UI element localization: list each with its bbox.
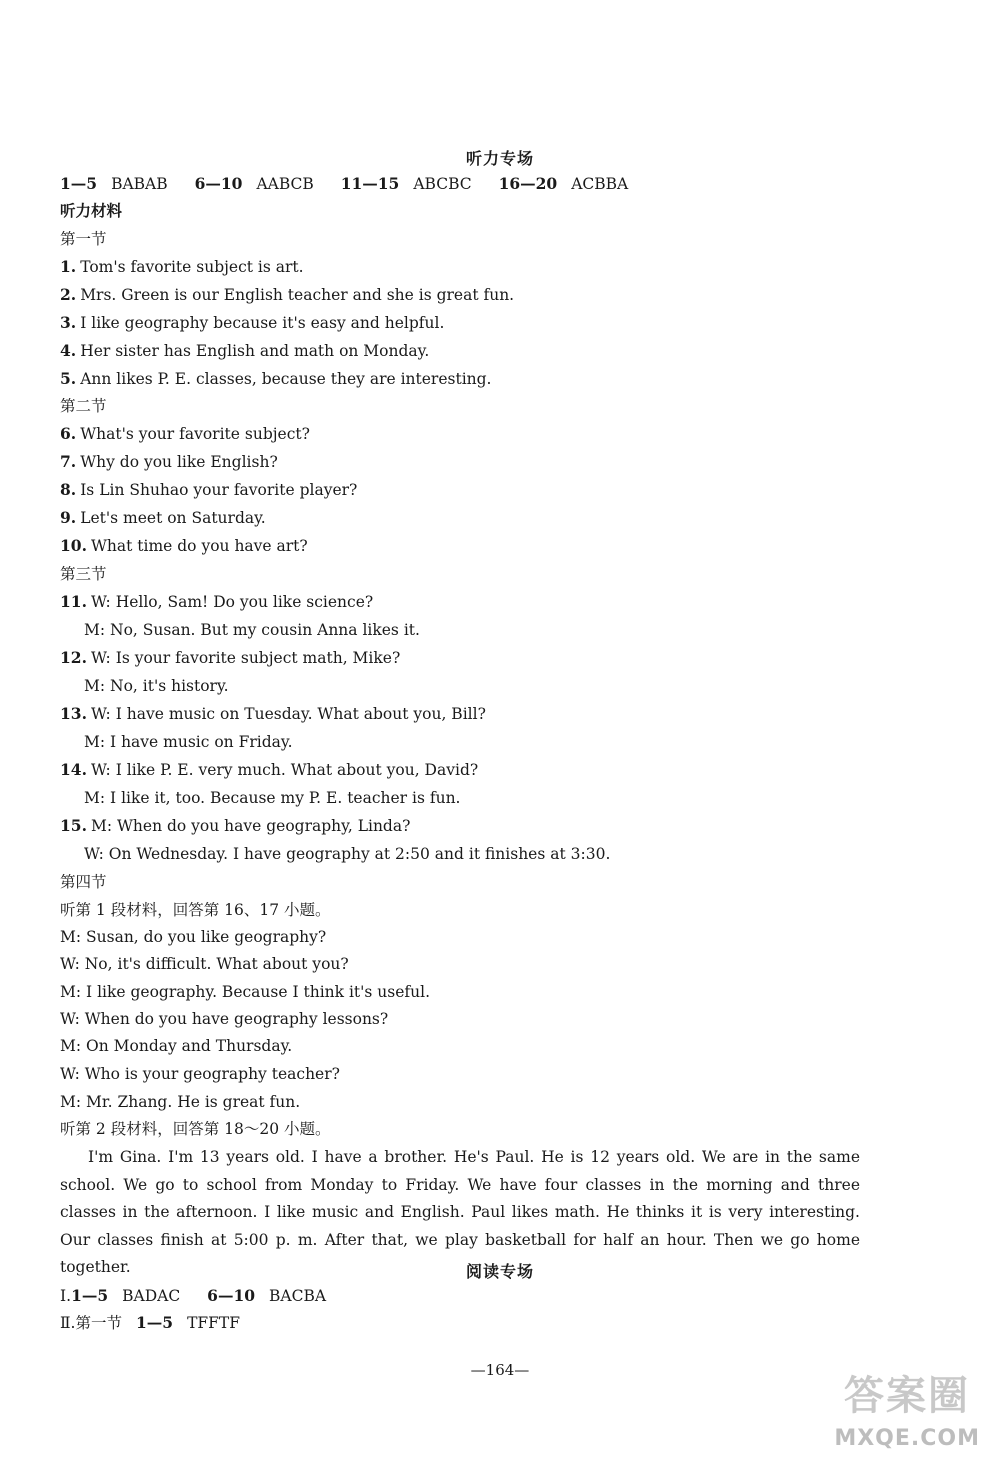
answer-value: TFFTF <box>187 1314 241 1332</box>
section-label: 第一节 <box>75 1314 122 1332</box>
item-text: Tom's favorite subject is art. <box>80 258 304 276</box>
part-label: Ⅰ. <box>60 1287 72 1305</box>
listening-title: 听力专场 <box>465 149 534 168</box>
item-number: 13. <box>60 704 87 723</box>
dialog-line: M: No, Susan. But my cousin Anna likes it. <box>84 621 420 639</box>
dialog-line: M: I like it, too. Because my P. E. teacher is fun. <box>84 789 461 807</box>
item-number: 3. <box>60 313 77 332</box>
reading-answers-part1 <box>60 1286 348 1306</box>
answer-range: 6—10 <box>194 174 243 193</box>
dialog-line: W: No, it's difficult. What about you? <box>60 955 349 973</box>
answer-value: ACBBA <box>571 175 629 193</box>
item-text: Her sister has English and math on Monday. <box>80 342 430 360</box>
answer-range: 1—5 <box>60 174 98 193</box>
item-text: Is Lin Shuhao your favorite player? <box>80 481 358 499</box>
list-item <box>60 369 491 389</box>
dialog-line: M: No, it's history. <box>84 677 229 695</box>
item-number: 1. <box>60 257 77 276</box>
list-item <box>60 313 444 333</box>
item-text: Mrs. Green is our English teacher and she is great fun. <box>80 286 515 304</box>
answer-range: 1—5 <box>71 1286 109 1305</box>
item-number: 12. <box>60 648 87 667</box>
section-label: 第二节 <box>60 397 107 415</box>
item-text: What's your favorite subject? <box>80 425 310 443</box>
dialog-item <box>60 816 410 836</box>
list-item <box>60 341 429 361</box>
item-text: Let's meet on Saturday. <box>80 509 266 527</box>
dialog-item <box>60 648 400 668</box>
dialog-line: M: Susan, do you like geography? <box>60 928 327 946</box>
list-item <box>60 452 278 472</box>
dialog-item <box>60 760 478 780</box>
dialog-line: W: Who is your geography teacher? <box>60 1065 340 1083</box>
dialog-item <box>60 704 486 724</box>
dialog-line: W: I have music on Tuesday. What about you, Bill? <box>90 705 486 723</box>
dialog-item <box>60 592 373 612</box>
section-label: 第四节 <box>60 873 107 891</box>
item-number: 9. <box>60 508 77 527</box>
item-text: Why do you like English? <box>80 453 278 471</box>
listening-answers <box>60 174 650 194</box>
item-text: What time do you have art? <box>90 537 308 555</box>
dialog-line: M: I have music on Friday. <box>84 733 293 751</box>
list-item <box>60 257 304 277</box>
dialog-line: M: When do you have geography, Linda? <box>90 817 411 835</box>
section-label: 第一节 <box>60 230 107 248</box>
answer-value: BADAC <box>122 1287 181 1305</box>
item-number: 6. <box>60 424 77 443</box>
list-item <box>60 508 266 528</box>
dialog-line: W: I like P. E. very much. What about you, David? <box>90 761 479 779</box>
item-number: 10. <box>60 536 87 555</box>
item-text: I like geography because it's easy and helpful. <box>80 314 445 332</box>
list-item <box>60 480 357 500</box>
item-number: 5. <box>60 369 77 388</box>
dialog-line: M: On Monday and Thursday. <box>60 1037 293 1055</box>
reading-answers-part2 <box>60 1313 262 1333</box>
item-number: 14. <box>60 760 87 779</box>
reading-title: 阅读专场 <box>465 1262 534 1281</box>
answer-range: 6—10 <box>207 1286 256 1305</box>
answer-value: BABAB <box>111 175 168 193</box>
material-label: 听力材料 <box>60 201 123 220</box>
answer-range: 1—5 <box>135 1313 174 1332</box>
dialog-line: W: Hello, Sam! Do you like science? <box>90 593 374 611</box>
list-item <box>60 424 310 444</box>
list-item <box>60 536 308 556</box>
answer-range: 16—20 <box>498 174 558 193</box>
answer-range: 11—15 <box>340 174 400 193</box>
item-number: 2. <box>60 285 77 304</box>
passage: I'm Gina. I'm 13 years old. I have a brother. He's Paul. He is 12 years old. We are in the same school. We go to school from Monday to Friday. We have four classes in the morning and three classes in the afternoon. I like music and English. Paul likes math. He thinks it is very interesting. Our classes finish at 5:00 p. m. After that, we play basketball for half an hour. Then we go home together. <box>60 1148 860 1276</box>
dialog-line: M: Mr. Zhang. He is great fun. <box>60 1093 301 1111</box>
dialog-line: W: Is your favorite subject math, Mike? <box>90 649 401 667</box>
answer-value: ABCBC <box>413 175 472 193</box>
item-text: Ann likes P. E. classes, because they are interesting. <box>80 370 492 388</box>
answer-value: AABCB <box>256 175 314 193</box>
answer-value: BACBA <box>269 1287 327 1305</box>
item-number: 4. <box>60 341 77 360</box>
section-label: 第三节 <box>60 565 107 583</box>
part-label: Ⅱ. <box>60 1314 76 1332</box>
dialog-line: M: I like geography. Because I think it's useful. <box>60 983 431 1001</box>
dialog-line: W: When do you have geography lessons? <box>60 1010 389 1028</box>
dialog-line: W: On Wednesday. I have geography at 2:50 and it finishes at 3:30. <box>84 845 611 863</box>
item-number: 8. <box>60 480 77 499</box>
list-item <box>60 285 514 305</box>
instruction: 听第 1 段材料，回答第 16、17 小题。 <box>60 901 331 919</box>
instruction: 听第 2 段材料，回答第 18～20 小题。 <box>60 1120 331 1138</box>
item-number: 15. <box>60 816 87 835</box>
page-number: —164— <box>470 1361 530 1379</box>
item-number: 7. <box>60 452 77 471</box>
watermark-url: MXQE.COM <box>834 1426 980 1451</box>
watermark-logo: 答案圈 <box>844 1373 970 1419</box>
item-number: 11. <box>60 592 87 611</box>
